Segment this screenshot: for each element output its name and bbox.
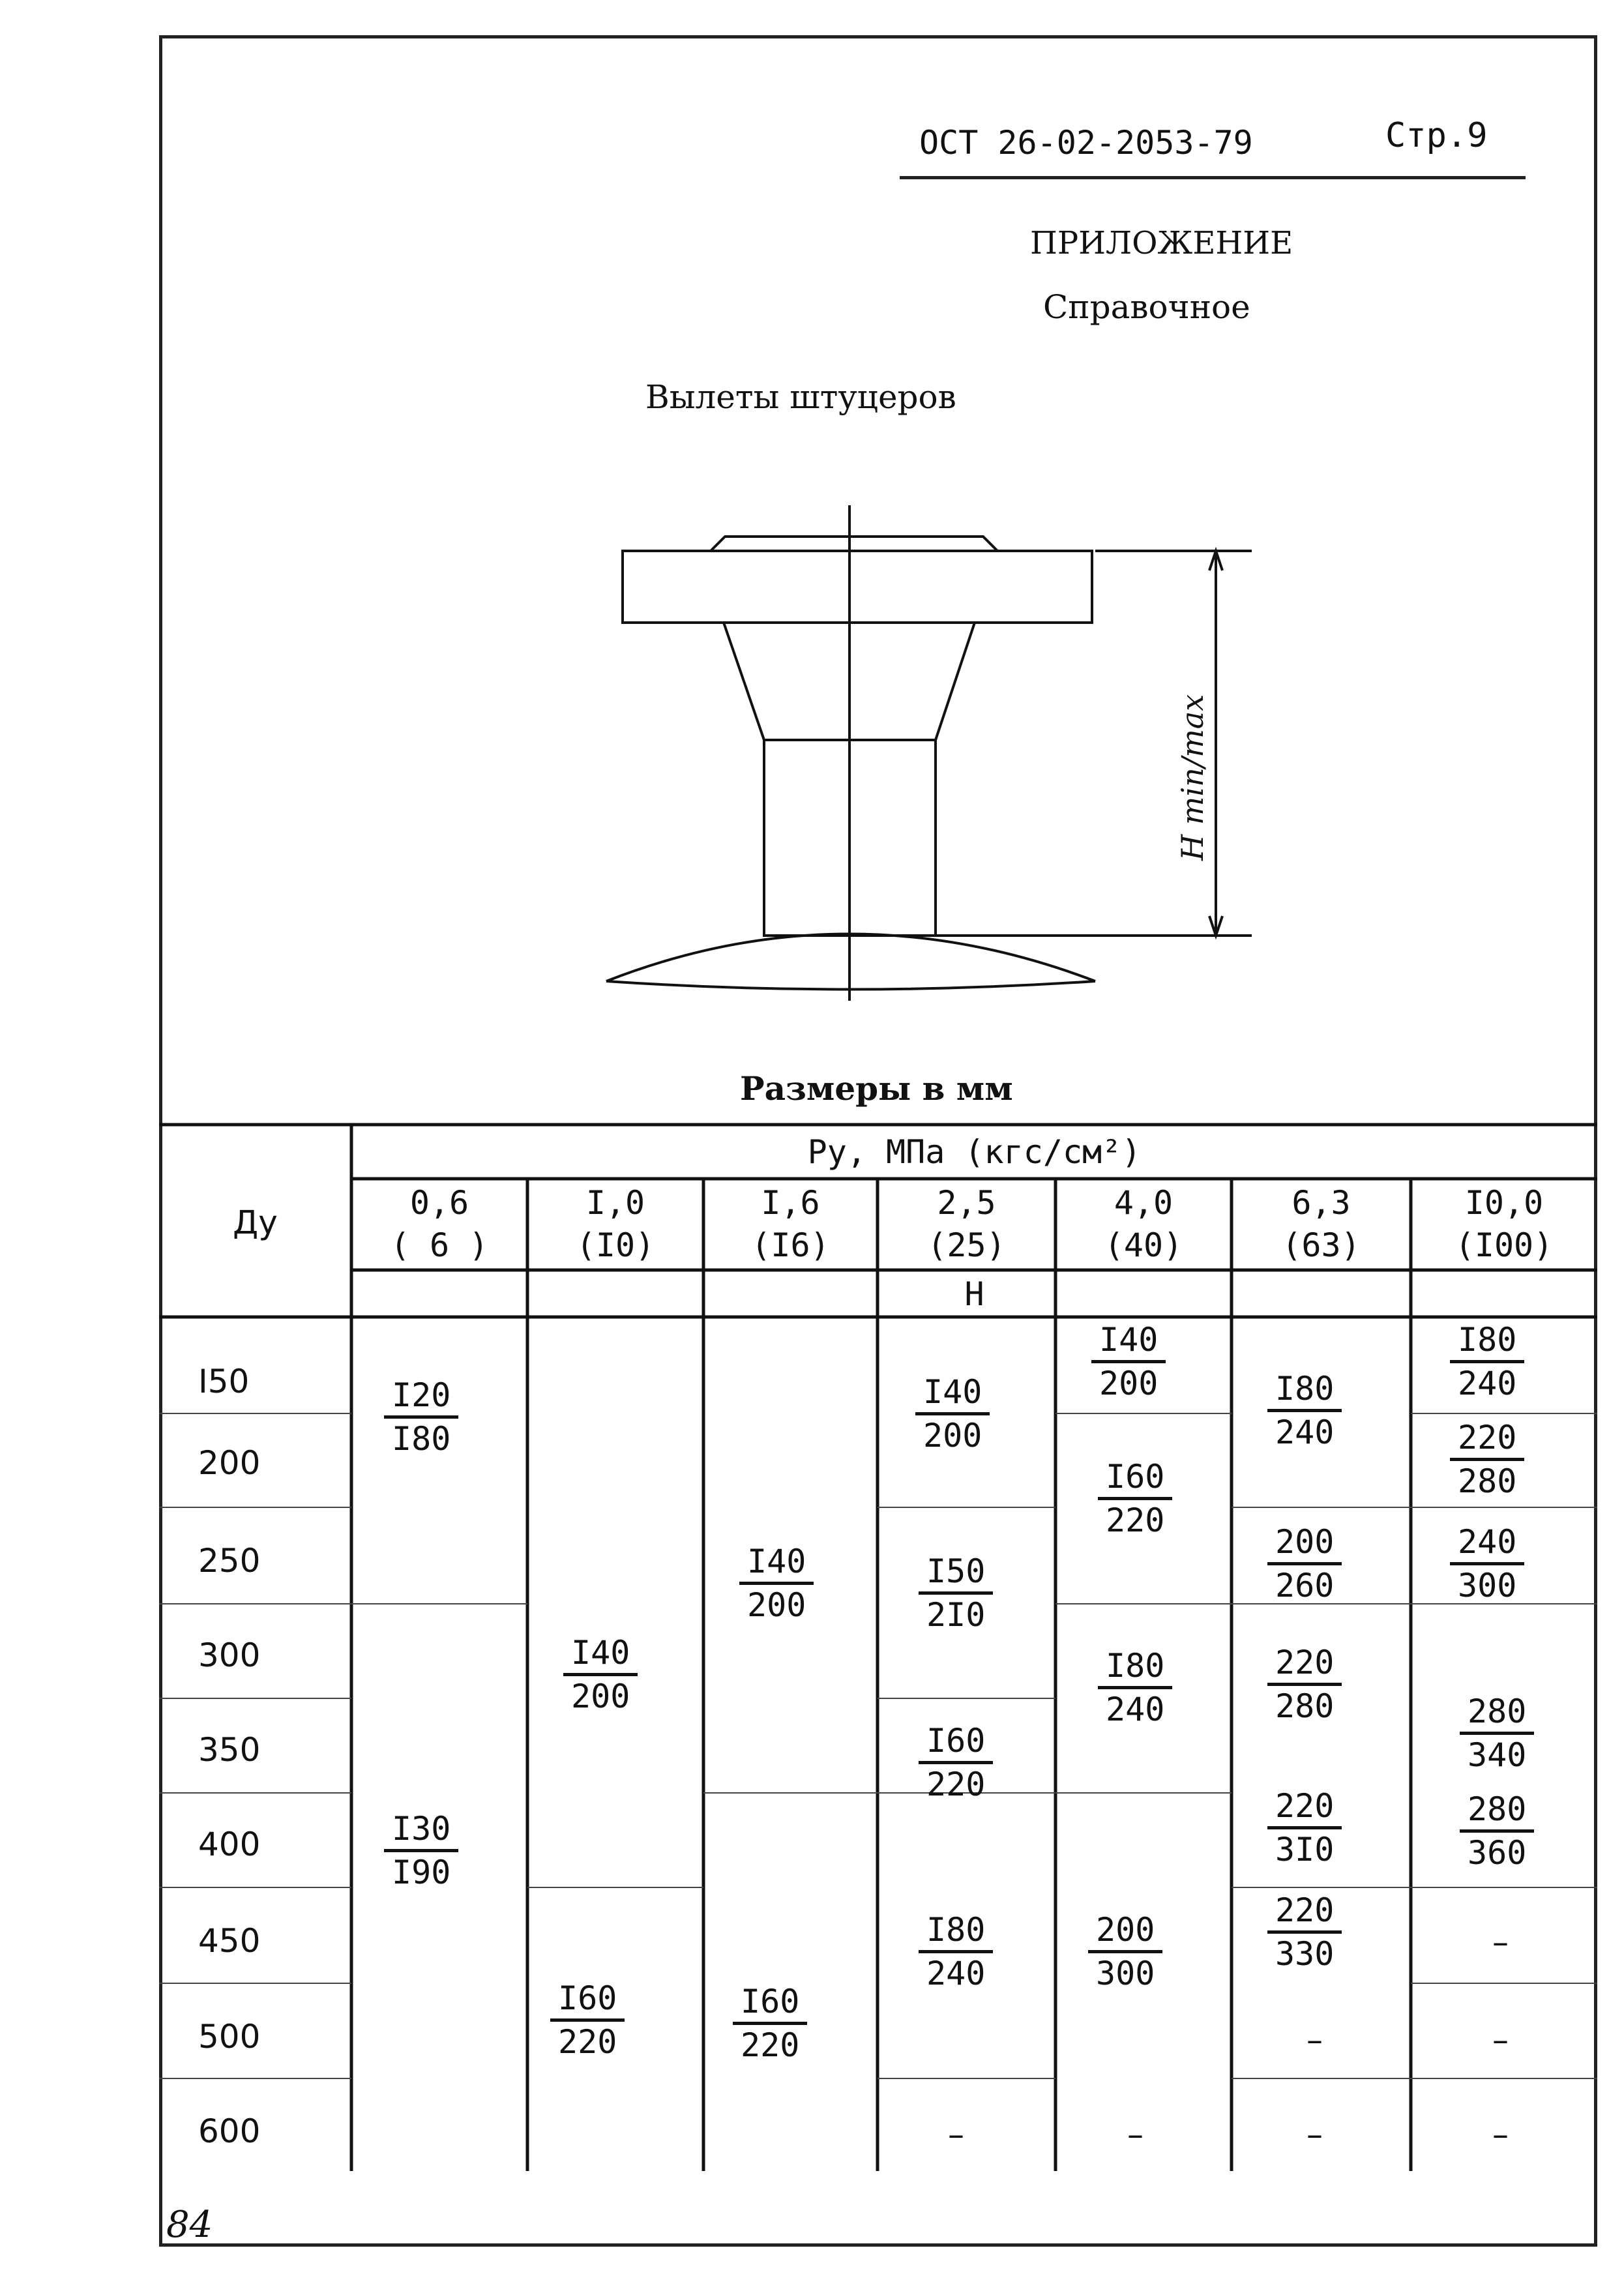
- flange-raised-face: [711, 537, 997, 551]
- pressure-mpa: 2,5: [937, 1184, 996, 1222]
- h-value-fraction: $\frac{280}{340}$: [1460, 1695, 1534, 1771]
- dimension-label: H min/max: [1175, 694, 1210, 861]
- h-value-fraction: $\frac{I60}{220}$: [919, 1724, 993, 1801]
- h-header: Н: [964, 1275, 984, 1313]
- h-value-fraction: $\frac{I80}{240}$: [1267, 1372, 1342, 1449]
- pressure-kgf: (40): [1104, 1226, 1183, 1264]
- pressure-kgf: (I00): [1454, 1226, 1554, 1264]
- empty-dash: –: [1492, 2021, 1509, 2059]
- dy-value: 250: [198, 1542, 261, 1580]
- nozzle-drawing: [587, 495, 1278, 1017]
- empty-dash: –: [1492, 2116, 1509, 2153]
- flange: [623, 551, 1092, 623]
- dy-value: 600: [198, 2112, 261, 2150]
- pressure-mpa: I,0: [585, 1184, 645, 1222]
- py-header: Py, МПа (кгс/см²): [807, 1133, 1142, 1171]
- h-value-fraction: $\frac{200}{300}$: [1088, 1914, 1162, 1990]
- h-value-fraction: $\frac{I40}{200}$: [739, 1545, 814, 1621]
- h-value-fraction: $\frac{I80}{240}$: [1098, 1649, 1172, 1726]
- dy-value: 200: [198, 1444, 261, 1482]
- empty-dash: –: [1307, 2116, 1323, 2153]
- pressure-kgf: (I0): [576, 1226, 655, 1264]
- figure-title: Вылеты штуцеров: [645, 378, 956, 416]
- pressure-mpa: I,6: [761, 1184, 820, 1222]
- pressure-kgf: (I6): [751, 1226, 830, 1264]
- h-value-fraction: $\frac{I40}{200}$: [915, 1376, 990, 1452]
- h-value-fraction: $\frac{240}{300}$: [1450, 1526, 1524, 1602]
- dy-header: Ду: [233, 1204, 278, 1241]
- cone-right: [936, 623, 975, 740]
- h-value-fraction: $\frac{I40}{200}$: [1091, 1323, 1166, 1400]
- h-value-fraction: $\frac{I50}{2I0}$: [919, 1555, 993, 1631]
- dy-value: 500: [198, 2018, 261, 2056]
- h-value-fraction: $\frac{200}{260}$: [1267, 1526, 1342, 1602]
- dimensions-table: [159, 1121, 1597, 2191]
- empty-dash: –: [948, 2116, 964, 2153]
- dy-value: 350: [198, 1731, 261, 1769]
- h-value-fraction: $\frac{I30}{I90}$: [384, 1812, 458, 1889]
- header-rule: [900, 176, 1526, 179]
- appendix-subtitle: Справочное: [1043, 288, 1250, 326]
- pressure-mpa: 0,6: [409, 1184, 469, 1222]
- h-value-fraction: $\frac{I60}{220}$: [733, 1985, 807, 2062]
- units-caption: Размеры в мм: [740, 1069, 1013, 1108]
- h-value-fraction: $\frac{220}{280}$: [1267, 1646, 1342, 1722]
- dy-value: 300: [198, 1636, 261, 1674]
- h-value-fraction: $\frac{I60}{220}$: [1098, 1460, 1172, 1537]
- page-number: Стр.9: [1385, 116, 1488, 155]
- empty-dash: –: [1492, 1923, 1509, 1961]
- pressure-kgf: (63): [1282, 1226, 1361, 1264]
- pressure-mpa: 6,3: [1292, 1184, 1351, 1222]
- h-value-fraction: $\frac{I20}{I80}$: [384, 1379, 458, 1455]
- pressure-mpa: I0,0: [1464, 1184, 1544, 1222]
- h-value-fraction: $\frac{I80}{240}$: [1450, 1323, 1524, 1400]
- dy-value: I50: [198, 1363, 250, 1400]
- empty-dash: –: [1307, 2021, 1323, 2059]
- h-value-fraction: $\frac{I80}{240}$: [919, 1914, 993, 1990]
- document-code: ОСТ 26-02-2053-79: [919, 124, 1253, 162]
- h-value-fraction: $\frac{I60}{220}$: [550, 1982, 625, 2058]
- appendix-title: ПРИЛОЖЕНИЕ: [1030, 225, 1293, 261]
- cone-left: [724, 623, 764, 740]
- sheet-number: 84: [166, 2204, 213, 2246]
- h-value-fraction: $\frac{220}{280}$: [1450, 1421, 1524, 1498]
- h-value-fraction: $\frac{I40}{200}$: [563, 1636, 638, 1713]
- pressure-kgf: ( 6 ): [390, 1226, 489, 1264]
- empty-dash: –: [1127, 2116, 1144, 2153]
- h-value-fraction: $\frac{220}{3I0}$: [1267, 1790, 1342, 1866]
- dy-value: 450: [198, 1922, 261, 1960]
- h-value-fraction: $\frac{220}{330}$: [1267, 1894, 1342, 1970]
- pressure-kgf: (25): [927, 1226, 1006, 1264]
- h-value-fraction: $\frac{280}{360}$: [1460, 1793, 1534, 1869]
- dy-value: 400: [198, 1825, 261, 1863]
- pressure-mpa: 4,0: [1114, 1184, 1174, 1222]
